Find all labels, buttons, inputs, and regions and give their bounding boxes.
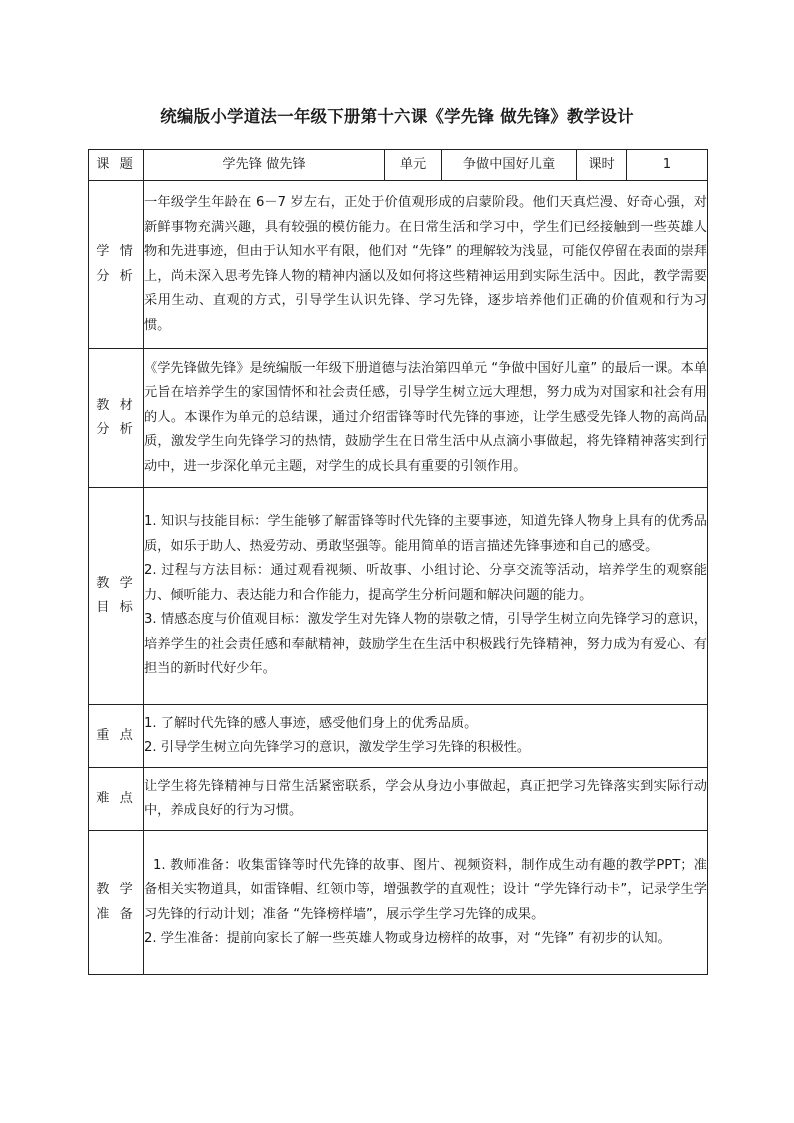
prep-item: 1. 教师准备：收集雷锋等时代先锋的故事、图片、视频资料，制作成生动有趣的教学PPT；准备相关实物道具，如雷锋帽、红领巾等，增强教学的直观性；设计 “学先锋行动卡”，记录学生学习先锋的行动计划；准备 “先锋榜样墙”，展示学生学习先锋的成果。: [144, 857, 707, 922]
learner-analysis-label: 学 情 分 析: [89, 181, 144, 349]
key-points-row: [89, 705, 708, 768]
material-analysis-label: 教 材 分 析: [89, 349, 144, 488]
key-point-item: 1. 了解时代先锋的感人事迹，感受他们身上的优秀品质。: [144, 715, 478, 731]
difficulties-row: [89, 768, 708, 831]
goal-item: 1. 知识与技能目标：学生能够了解雷锋等时代先锋的主要事迹，知道先锋人物身上具有的优秀品质，如乐于助人、热爱劳动、勇敢坚强等。能用简单的语言描述先锋事迹和自己的感受。: [144, 514, 707, 554]
learner-analysis-row: [89, 181, 708, 349]
topic-value: 学先锋 做先锋: [144, 150, 385, 181]
key-points-label: 重 点: [89, 705, 144, 768]
header-row: [89, 150, 708, 181]
teaching-goals-row: [89, 488, 708, 705]
hours-value: 1: [627, 150, 708, 181]
key-points-text: [144, 705, 708, 768]
teaching-prep-label: 教 学 准 备: [89, 831, 144, 975]
material-analysis-row: [89, 349, 708, 488]
goal-item: 2. 过程与方法目标：通过观看视频、听故事、小组讨论、分享交流等活动，培养学生的观察能力、倾听能力、表达能力和合作能力，提高学生分析问题和解决问题的能力。: [144, 563, 707, 603]
topic-label: 课 题: [89, 150, 144, 181]
teaching-prep-text: [144, 831, 708, 975]
hours-label: 课时: [577, 150, 627, 181]
teaching-goals-label: 教 学 目 标: [89, 488, 144, 705]
unit-value: 争做中国好儿童: [442, 150, 577, 181]
material-analysis-text: 《学先锋做先锋》是统编版一年级下册道德与法治第四单元 “争做中国好儿童” 的最后一课。本单元旨在培养学生的家国情怀和社会责任感，引导学生树立远大理想，努力成为对国家和社会有用的人。本课作为单元的总结课，通过介绍雷锋等时代先锋的事迹，让学生感受先锋人物的高尚品质，激发学生向先锋学习的热情，鼓励学生在日常生活中从点滴小事做起，将先锋精神落实到行动中，进一步深化单元主题，对学生的成长具有重要的引领作用。: [144, 349, 708, 488]
difficulties-label: 难 点: [89, 768, 144, 831]
difficulties-text: 让学生将先锋精神与日常生活紧密联系，学会从身边小事做起，真正把学习先锋落实到实际行动中，养成良好的行为习惯。: [144, 768, 708, 831]
key-point-item: 2. 引导学生树立向先锋学习的意识，激发学生学习先锋的积极性。: [144, 740, 531, 755]
unit-label: 单元: [385, 150, 442, 181]
teaching-goals-text: [144, 488, 708, 705]
prep-item: 2. 学生准备：提前向家长了解一些英雄人物或身边榜样的故事，对 “先锋” 有初步的认知。: [144, 931, 671, 946]
teaching-prep-row: [89, 831, 708, 975]
lesson-plan-table: [88, 149, 708, 975]
goal-item: 3. 情感态度与价值观目标：激发学生对先锋人物的崇敬之情，引导学生树立向先锋学习的意识，培养学生的社会责任感和奉献精神，鼓励学生在生活中积极践行先锋精神，努力成为有爱心、有担当的新时代好少年。: [144, 612, 707, 677]
document-title: 统编版小学道法一年级下册第十六课《学先锋 做先锋》教学设计: [160, 107, 634, 126]
learner-analysis-text: 一年级学生年龄在 6－7 岁左右，正处于价值观形成的启蒙阶段。他们天真烂漫、好奇心强，对新鲜事物充满兴趣，具有较强的模仿能力。在日常生活和学习中，学生们已经接触到一些英雄人物和先进事迹，但由于认知水平有限，他们对 “先锋” 的理解较为浅显，可能仅停留在表面的崇拜上，尚未深入思考先锋人物的精神内涵以及如何将这些精神运用到实际生活中。因此，教学需要采用生动、直观的方式，引导学生认识先锋、学习先锋，逐步培养他们正确的价值观和行为习惯。: [144, 181, 708, 349]
